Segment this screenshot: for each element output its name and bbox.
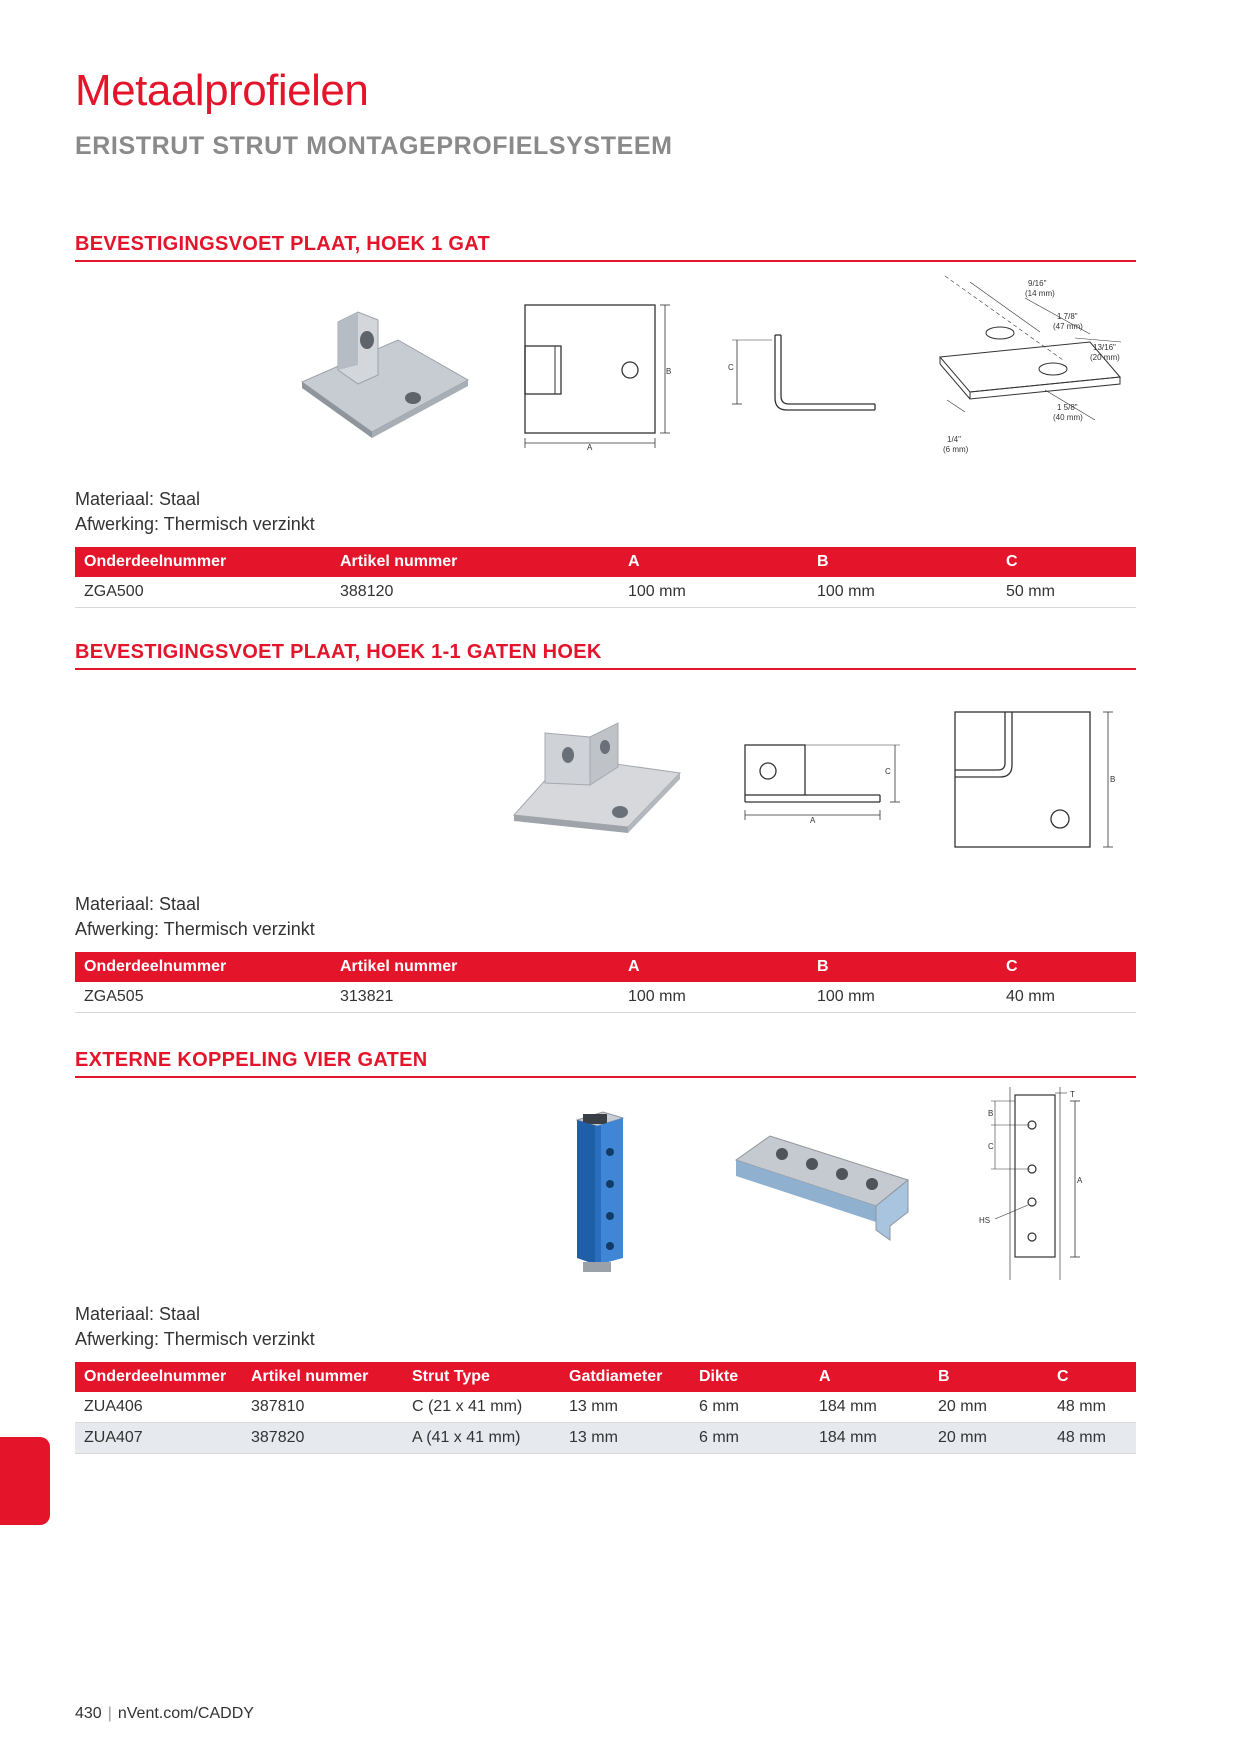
table-row: [75, 1423, 1136, 1454]
table-row: [75, 577, 1136, 608]
footer-separator: |: [107, 1705, 112, 1722]
detail-label-9: 1/4": [947, 435, 961, 444]
detail-label-4: (47 mm): [1053, 322, 1083, 331]
col-header-a: A: [619, 547, 808, 577]
cell-part-number: ZUA407: [75, 1423, 242, 1454]
detail-label-7: 1 5/8": [1057, 403, 1078, 412]
col-header-part-number: Onderdeelnummer: [75, 1362, 242, 1392]
product-photo-coupler-assembled: [565, 1110, 635, 1275]
parts-table-2: [75, 952, 1136, 1013]
detail-label-1: 9/16": [1028, 279, 1047, 288]
finish-text: Afwerking: Thermisch verzinkt: [75, 514, 315, 534]
col-header-a: A: [810, 1362, 929, 1392]
drawing-front-view-zga500: [520, 300, 680, 450]
detail-label-5: 13/16": [1093, 343, 1116, 352]
col-header-thickness: Dikte: [690, 1362, 810, 1392]
drawing-detail-dimensions-zga500: [925, 272, 1135, 472]
section-heading-2: BEVESTIGINGSVOET PLAAT, HOEK 1-1 GATEN HOEK: [75, 641, 1136, 670]
table-row: [75, 982, 1136, 1013]
col-header-b: B: [929, 1362, 1048, 1392]
detail-label-8: (40 mm): [1053, 413, 1083, 422]
cell-b: 20 mm: [929, 1392, 1048, 1423]
col-header-hole-diameter: Gatdiameter: [560, 1362, 690, 1392]
cell-b: 20 mm: [929, 1423, 1048, 1454]
cell-thickness: 6 mm: [690, 1423, 810, 1454]
cell-a: 100 mm: [619, 982, 808, 1013]
table-header-row: [75, 952, 1136, 982]
col-header-b: B: [808, 547, 997, 577]
cell-hole-diameter: 13 mm: [560, 1423, 690, 1454]
drawing-coupler: [975, 1085, 1090, 1285]
dim-label-b: B: [1110, 775, 1116, 784]
col-header-strut-type: Strut Type: [403, 1362, 560, 1392]
drawing-top-view-zga505: [950, 707, 1125, 852]
cell-a: 184 mm: [810, 1392, 929, 1423]
cell-b: 100 mm: [808, 577, 997, 608]
page-subtitle: ERISTRUT STRUT MONTAGEPROFIELSYSTEEM: [75, 132, 673, 160]
material-text: Materiaal: Staal: [75, 894, 201, 914]
cell-c: 40 mm: [997, 982, 1136, 1013]
dim-label-hs: HS: [979, 1216, 991, 1225]
dim-label-a: A: [1077, 1176, 1083, 1185]
section-heading-3: EXTERNE KOPPELING VIER GATEN: [75, 1049, 1136, 1078]
col-header-part-number: Onderdeelnummer: [75, 547, 331, 577]
dim-label-b: B: [666, 367, 672, 376]
col-header-article-number: Artikel nummer: [331, 547, 619, 577]
cell-a: 100 mm: [619, 577, 808, 608]
cell-c: 48 mm: [1048, 1392, 1136, 1423]
dim-label-c: C: [885, 767, 891, 776]
table-header-row: [75, 1362, 1136, 1392]
material-spec-3: [75, 1302, 315, 1352]
page-title: Metaalprofielen: [75, 66, 369, 115]
detail-label-2: (14 mm): [1025, 289, 1055, 298]
cell-part-number: ZGA505: [75, 982, 331, 1013]
footer-site-link[interactable]: nVent.com/CADDY: [117, 1705, 254, 1722]
material-spec-2: [75, 892, 315, 942]
cell-strut-type: C (21 x 41 mm): [403, 1392, 560, 1423]
col-header-a: A: [619, 952, 808, 982]
cell-a: 184 mm: [810, 1423, 929, 1454]
dim-label-b: B: [988, 1109, 994, 1118]
drawing-side-view-zga500: [725, 330, 885, 420]
cell-part-number: ZGA500: [75, 577, 331, 608]
cell-thickness: 6 mm: [690, 1392, 810, 1423]
col-header-c: C: [1048, 1362, 1136, 1392]
material-text: Materiaal: Staal: [75, 1304, 201, 1324]
cell-article-number: 313821: [331, 982, 619, 1013]
cell-article-number: 387810: [242, 1392, 403, 1423]
table-header-row: [75, 547, 1136, 577]
product-photo-zga505: [510, 715, 685, 840]
cell-c: 50 mm: [997, 577, 1136, 608]
cell-article-number: 388120: [331, 577, 619, 608]
page-footer: [75, 1705, 254, 1723]
table-row: [75, 1392, 1136, 1423]
finish-text: Afwerking: Thermisch verzinkt: [75, 1329, 315, 1349]
section-heading-1: BEVESTIGINGSVOET PLAAT, HOEK 1 GAT: [75, 233, 1136, 262]
col-header-b: B: [808, 952, 997, 982]
dim-label-c: C: [728, 363, 734, 372]
detail-label-3: 1 7/8": [1057, 312, 1078, 321]
product-photo-coupler: [730, 1130, 910, 1245]
col-header-c: C: [997, 952, 1136, 982]
dim-label-c: C: [988, 1142, 994, 1151]
cell-hole-diameter: 13 mm: [560, 1392, 690, 1423]
detail-label-10: (6 mm): [943, 445, 969, 454]
dim-label-t: T: [1070, 1090, 1075, 1099]
col-header-article-number: Artikel nummer: [242, 1362, 403, 1392]
finish-text: Afwerking: Thermisch verzinkt: [75, 919, 315, 939]
dim-label-a: A: [810, 816, 816, 825]
chapter-tab: [0, 1437, 50, 1525]
parts-table-1: [75, 547, 1136, 608]
cell-c: 48 mm: [1048, 1423, 1136, 1454]
cell-article-number: 387820: [242, 1423, 403, 1454]
product-photo-zga500: [300, 300, 470, 445]
cell-part-number: ZUA406: [75, 1392, 242, 1423]
dim-label-a: A: [587, 443, 593, 450]
detail-label-6: (20 mm): [1090, 353, 1120, 362]
col-header-part-number: Onderdeelnummer: [75, 952, 331, 982]
cell-strut-type: A (41 x 41 mm): [403, 1423, 560, 1454]
parts-table-3: [75, 1362, 1136, 1454]
page-number: 430: [75, 1705, 102, 1722]
cell-b: 100 mm: [808, 982, 997, 1013]
material-text: Materiaal: Staal: [75, 489, 201, 509]
drawing-side-view-zga505: [740, 740, 910, 835]
col-header-article-number: Artikel nummer: [331, 952, 619, 982]
col-header-c: C: [997, 547, 1136, 577]
material-spec-1: [75, 487, 315, 537]
